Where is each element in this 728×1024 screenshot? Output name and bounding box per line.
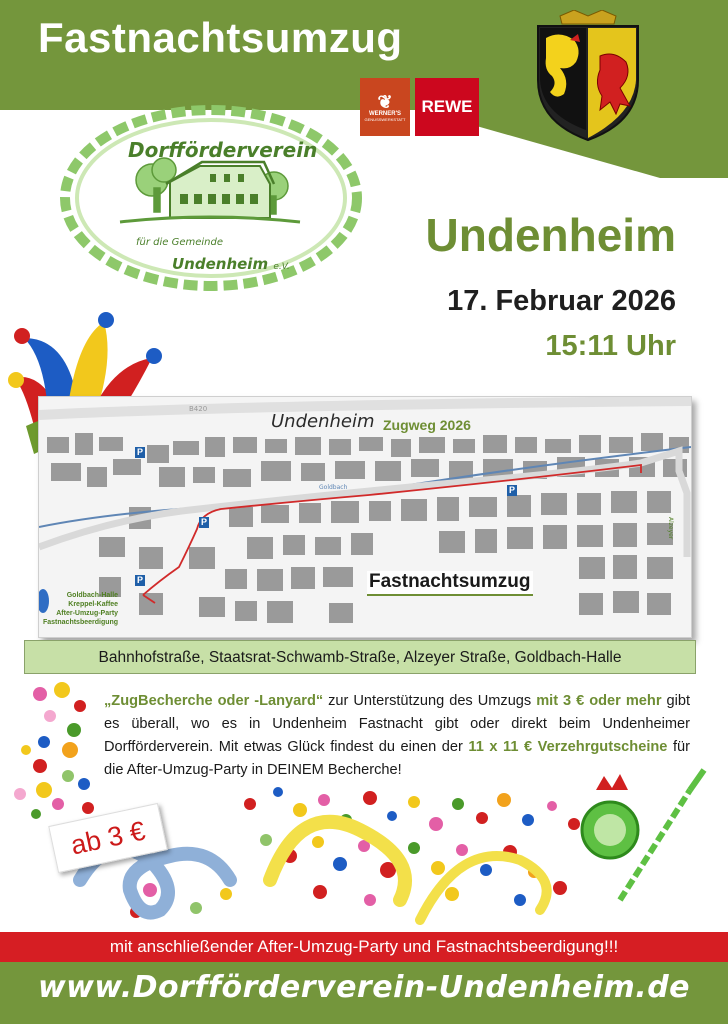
info-price: mit 3 € oder mehr bbox=[536, 693, 662, 709]
event-town: Undenheim bbox=[425, 209, 676, 261]
map-corner-label: Alzeyer bbox=[667, 517, 674, 540]
club-logo-town-name: Undenheim bbox=[172, 255, 269, 273]
werners-icon: ❦ bbox=[377, 91, 393, 112]
club-logo-subtitle: für die Gemeinde bbox=[136, 237, 224, 248]
stream-label: Goldbach bbox=[319, 484, 348, 491]
rewe-logo bbox=[415, 78, 479, 136]
rewe-name: REWE bbox=[421, 97, 473, 116]
price-tag: ab 3 € bbox=[48, 803, 168, 873]
werners-logo bbox=[360, 78, 410, 136]
parking-icon: P bbox=[136, 447, 143, 457]
info-quote: „ZugBecherche oder -Lanyard“ bbox=[104, 693, 324, 709]
event-date: 17. Februar 2026 bbox=[447, 285, 676, 317]
map-legend-item: Fastnachtsbeerdigung bbox=[43, 619, 119, 626]
street-list: Bahnhofstraße, Staatsrat-Schwamb-Straße, Alzeyer Straße, Goldbach-Halle bbox=[24, 640, 696, 674]
page-title: Fastnachtsumzug bbox=[38, 14, 403, 61]
werners-name: WERNER'S bbox=[368, 110, 402, 117]
route-map bbox=[38, 396, 692, 638]
werners-sub: GENUSSWERKSTATT bbox=[364, 116, 406, 122]
map-legend-item: Kreppel-Kaffee bbox=[68, 601, 119, 608]
parking-icon: P bbox=[508, 485, 515, 495]
info-text bbox=[104, 690, 690, 782]
map-town-name: Undenheim bbox=[271, 411, 375, 432]
map-legend bbox=[43, 591, 118, 627]
parking-icon: P bbox=[136, 575, 143, 585]
website-link[interactable]: www.Dorfförderverein-Undenheim.de bbox=[37, 970, 691, 1005]
parking-icon: P bbox=[200, 517, 207, 527]
map-title: Fastnachtsumzug bbox=[367, 571, 533, 596]
party-banner: mit anschließender After-Umzug-Party und Fastnachtsbeerdigung!!! bbox=[0, 932, 728, 962]
road-label: B420 bbox=[189, 405, 208, 413]
club-logo-town bbox=[172, 255, 290, 273]
map-legend-item: After-Umzug-Party bbox=[56, 610, 119, 617]
club-logo-suffix: e.V. bbox=[273, 262, 290, 272]
info-vouchers: 11 x 11 € Verzehrgutscheine bbox=[468, 739, 668, 755]
info-text-c: für die After-Umzug-Party in DEINEM Becherche! bbox=[104, 739, 690, 778]
route-map-graphic bbox=[39, 397, 691, 637]
club-logo-name: Dorfförderverein bbox=[128, 138, 318, 162]
map-legend-item: Goldbach-Halle bbox=[66, 592, 119, 599]
info-text-b: gibt es überall, wo es in Undenheim Fastnacht gibt oder direkt beim Undenheimer Dorfförderverein. Mit etwas Glück findest du einen der bbox=[104, 693, 691, 755]
map-route-label: Zugweg 2026 bbox=[383, 417, 471, 433]
event-time: 15:11 Uhr bbox=[545, 330, 676, 362]
cup-icon bbox=[582, 774, 638, 858]
info-text-a: zur Unterstützung des Umzugs bbox=[323, 693, 537, 709]
coat-of-arms-icon bbox=[530, 10, 646, 142]
